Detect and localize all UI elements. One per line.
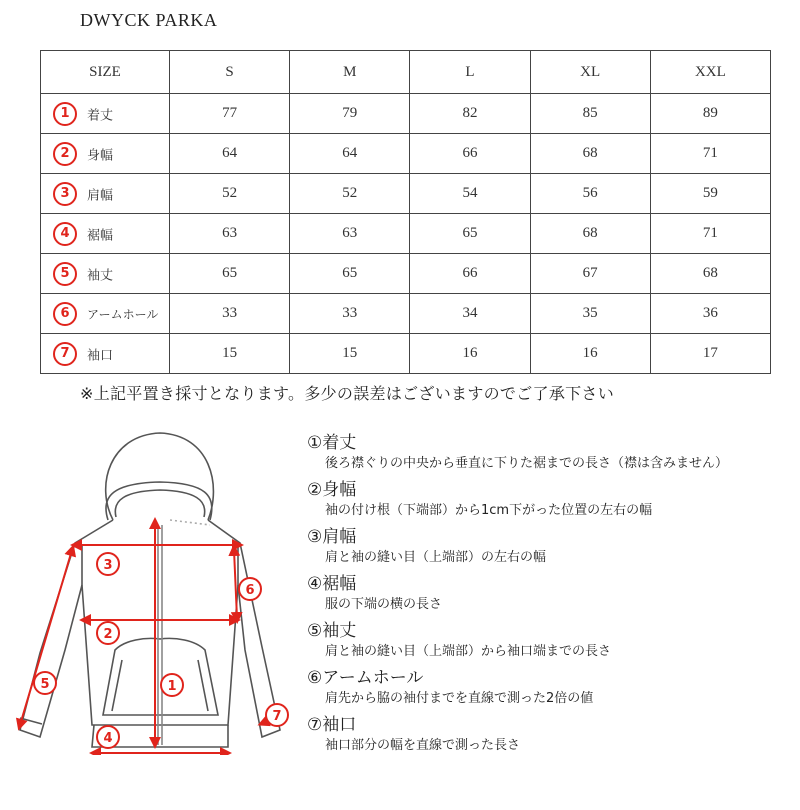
- legend-heading: ②身幅: [307, 480, 357, 500]
- table-cell: 64: [290, 134, 410, 174]
- row-label-text: アームホール: [87, 307, 159, 321]
- legend-heading: ⑦袖口: [307, 715, 357, 735]
- row-label-text: 袖口: [87, 348, 114, 363]
- measurement-note: ※上記平置き採寸となります。多少の誤差はございますのでご了承下さい: [80, 384, 615, 403]
- table-cell: 63: [290, 214, 410, 254]
- header-cell-xl: XL: [530, 51, 650, 94]
- table-cell: 79: [290, 94, 410, 134]
- table-cell: 63: [170, 214, 290, 254]
- diagram-number-markers: [34, 553, 288, 748]
- marker-number-3: 3: [103, 558, 113, 573]
- table-cell: 35: [530, 294, 650, 334]
- row-number-badge: 3: [53, 182, 77, 206]
- row-number-badge: 4: [53, 222, 77, 246]
- legend-description: 肩と袖の縫い目（上端部）の左右の幅: [325, 550, 547, 565]
- header-cell-size: SIZE: [41, 51, 170, 94]
- table-header-row: [41, 51, 771, 94]
- row-number-badge: 6: [53, 302, 77, 326]
- table-cell: 56: [530, 174, 650, 214]
- table-row: [41, 334, 771, 374]
- page-title: DWYCK PARKA: [80, 10, 218, 30]
- header-cell-m: M: [290, 51, 410, 94]
- legend-item: [307, 714, 787, 758]
- header-cell-s: S: [170, 51, 290, 94]
- marker-number-5: 5: [40, 677, 50, 692]
- table-cell: 82: [410, 94, 530, 134]
- table-cell: 68: [530, 134, 650, 174]
- row-label: [41, 94, 170, 134]
- row-label: [41, 294, 170, 334]
- legend-heading: ⑥アームホール: [307, 668, 424, 688]
- marker-number-4: 4: [103, 731, 113, 746]
- legend-item: [307, 573, 787, 617]
- table-cell: 16: [410, 334, 530, 374]
- table-cell: 68: [530, 214, 650, 254]
- legend-heading: ④裾幅: [307, 574, 357, 594]
- row-number-badge: 7: [53, 342, 77, 366]
- legend-item: [307, 526, 787, 570]
- table-cell: 65: [290, 254, 410, 294]
- marker-number-2: 2: [103, 627, 113, 642]
- legend-item: [307, 432, 787, 476]
- table-cell: 59: [650, 174, 770, 214]
- table-row: [41, 294, 771, 334]
- measurement-legend: [307, 432, 787, 758]
- table-cell: 16: [530, 334, 650, 374]
- table-cell: 71: [650, 134, 770, 174]
- table-cell: 52: [290, 174, 410, 214]
- row-label-text: 肩幅: [87, 188, 114, 203]
- table-cell: 66: [410, 254, 530, 294]
- table-cell: 67: [530, 254, 650, 294]
- table-cell: 65: [170, 254, 290, 294]
- table-cell: 17: [650, 334, 770, 374]
- row-number-badge: 1: [53, 102, 77, 126]
- header-cell-xxl: XXL: [650, 51, 770, 94]
- marker-number-7: 7: [272, 709, 282, 724]
- row-label: [41, 214, 170, 254]
- legend-description: 肩先から脇の袖付までを直線で測った2倍の値: [325, 691, 594, 706]
- table-cell: 89: [650, 94, 770, 134]
- table-cell: 66: [410, 134, 530, 174]
- table-row: [41, 94, 771, 134]
- marker-number-1: 1: [167, 679, 177, 694]
- header-cell-l: L: [410, 51, 530, 94]
- arrow-6-armhole: [234, 550, 237, 618]
- row-label-text: 袖丈: [87, 268, 114, 283]
- table-row: [41, 254, 771, 294]
- hoodie-diagram: [0, 425, 300, 755]
- table-row: [41, 174, 771, 214]
- marker-number-6: 6: [245, 583, 255, 598]
- table-row: [41, 134, 771, 174]
- table-cell: 34: [410, 294, 530, 334]
- legend-description: 肩と袖の縫い目（上端部）から袖口端までの長さ: [325, 644, 612, 659]
- table-row: [41, 214, 771, 254]
- table-cell: 54: [410, 174, 530, 214]
- arrow-5-sleeve: [20, 550, 72, 725]
- table-cell: 15: [170, 334, 290, 374]
- legend-description: 袖の付け根（下端部）から1cm下がった位置の左右の幅: [325, 503, 653, 518]
- table-cell: 33: [290, 294, 410, 334]
- size-table: [40, 50, 771, 374]
- table-cell: 77: [170, 94, 290, 134]
- legend-item: [307, 667, 787, 711]
- legend-item: [307, 620, 787, 664]
- row-label: [41, 254, 170, 294]
- row-label-text: 着丈: [87, 108, 114, 123]
- legend-heading: ①着丈: [307, 433, 357, 453]
- row-number-badge: 2: [53, 142, 77, 166]
- table-cell: 71: [650, 214, 770, 254]
- legend-item: [307, 479, 787, 523]
- row-label: [41, 334, 170, 374]
- row-number-badge: 5: [53, 262, 77, 286]
- legend-description: 後ろ襟ぐりの中央から垂直に下りた裾までの長さ（襟は含みません）: [325, 456, 729, 471]
- table-cell: 36: [650, 294, 770, 334]
- table-cell: 33: [170, 294, 290, 334]
- legend-heading: ⑤袖丈: [307, 621, 357, 641]
- legend-heading: ③肩幅: [307, 527, 357, 547]
- row-label: [41, 134, 170, 174]
- table-cell: 65: [410, 214, 530, 254]
- row-label-text: 裾幅: [87, 228, 114, 243]
- table-cell: 52: [170, 174, 290, 214]
- table-cell: 64: [170, 134, 290, 174]
- row-label: [41, 174, 170, 214]
- table-cell: 15: [290, 334, 410, 374]
- legend-description: 袖口部分の幅を直線で測った長さ: [325, 738, 521, 753]
- row-label-text: 身幅: [87, 148, 114, 163]
- legend-description: 服の下端の横の長さ: [325, 597, 443, 612]
- table-cell: 85: [530, 94, 650, 134]
- table-cell: 68: [650, 254, 770, 294]
